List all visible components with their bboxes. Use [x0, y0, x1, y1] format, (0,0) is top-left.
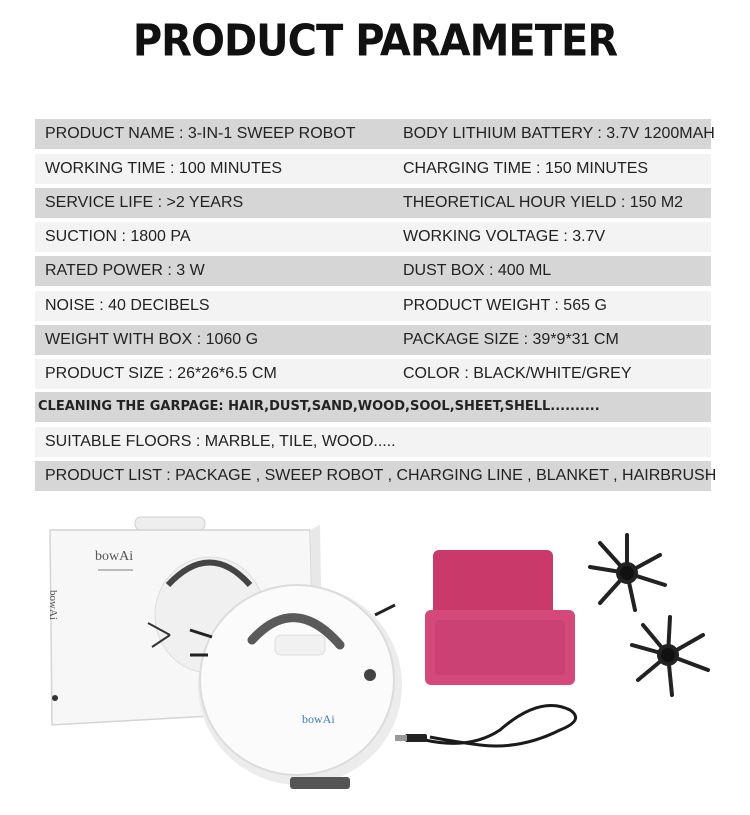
cleaning-text: CLEANING THE GARPAGE: HAIR,DUST,SAND,WOOD,SOOL,SHEET,SHELL..........	[38, 399, 600, 414]
cleaning-cloth	[425, 550, 575, 685]
side-brush-icon	[632, 617, 708, 695]
product-list-row	[35, 461, 717, 491]
param-cell: PRODUCT WEIGHT : 565 G	[403, 297, 607, 314]
brand-logo-robot: bowAi	[302, 712, 335, 726]
product-photo	[40, 505, 720, 805]
table-row	[35, 119, 715, 149]
table-row	[35, 325, 711, 355]
page-title: PRODUCT PARAMETER	[132, 15, 618, 67]
param-cell: PRODUCT NAME : 3-IN-1 SWEEP ROBOT	[45, 125, 356, 142]
floors-row	[35, 427, 711, 457]
cleaning-row	[35, 392, 711, 422]
table-row	[35, 154, 711, 184]
product-list-text: PRODUCT LIST : PACKAGE , SWEEP ROBOT , CHARGING LINE , BLANKET , HAIRBRUSH	[45, 467, 717, 484]
param-cell: COLOR : BLACK/WHITE/GREY	[403, 365, 632, 382]
side-brush-icon	[590, 535, 665, 610]
param-cell: DUST BOX : 400 ML	[403, 262, 552, 279]
table-row	[35, 291, 711, 321]
param-cell: WORKING VOLTAGE : 3.7V	[403, 228, 606, 245]
table-row	[35, 222, 711, 252]
param-cell: NOISE : 40 DECIBELS	[45, 297, 210, 314]
floors-text: SUITABLE FLOORS : MARBLE, TILE, WOOD.....	[45, 433, 396, 450]
svg-text:bowAi: bowAi	[47, 590, 59, 620]
param-cell: SUCTION : 1800 PA	[45, 228, 191, 245]
table-row	[35, 188, 711, 218]
charging-cable	[395, 706, 576, 747]
table-row	[35, 359, 711, 389]
param-cell: THEORETICAL HOUR YIELD : 150 M2	[403, 194, 684, 211]
brand-logo-box: bowAi	[95, 549, 134, 564]
param-cell: PRODUCT SIZE : 26*26*6.5 CM	[45, 365, 277, 382]
param-cell: WORKING TIME : 100 MINUTES	[45, 160, 283, 177]
param-cell: RATED POWER : 3 W	[45, 262, 205, 279]
param-cell: PACKAGE SIZE : 39*9*31 CM	[403, 331, 619, 348]
param-cell: WEIGHT WITH BOX : 1060 G	[45, 331, 259, 348]
param-cell: CHARGING TIME : 150 MINUTES	[403, 160, 649, 177]
param-cell: SERVICE LIFE : >2 YEARS	[45, 194, 244, 211]
table-row	[35, 256, 711, 286]
param-cell: BODY LITHIUM BATTERY : 3.7V 1200MAH	[403, 125, 715, 142]
